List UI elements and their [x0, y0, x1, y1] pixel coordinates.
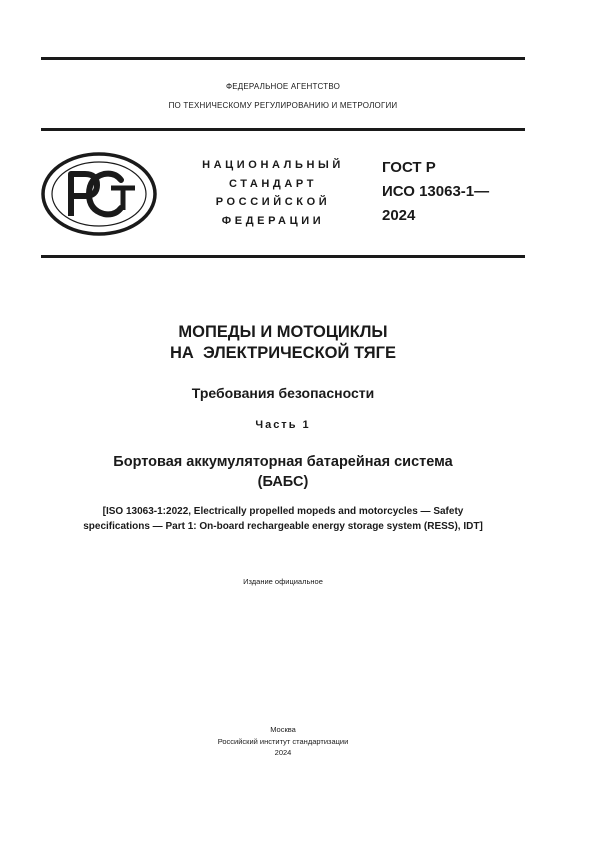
publisher-footer [41, 724, 525, 759]
iso-reference [30, 504, 536, 534]
part-title-line-2: (БАБС) [257, 474, 309, 490]
national-standard-label [188, 156, 358, 230]
national-line-1: НАЦИОНАЛЬНЫЙ [202, 159, 344, 171]
footer-year: 2024 [274, 748, 292, 757]
part-title-line-1: Бортовая аккумуляторная батарейная система [113, 454, 453, 470]
national-line-3: РОССИЙСКОЙ [215, 196, 331, 208]
footer-publisher: Российский институт стандартизации [217, 736, 349, 746]
designation-rule [41, 255, 525, 258]
gost-line-3: 2024 [382, 207, 416, 224]
footer-city: Москва [270, 725, 296, 734]
part-title [41, 452, 525, 492]
national-line-2: СТАНДАРТ [228, 177, 318, 190]
edition-label: Издание официальное [243, 577, 323, 586]
agency-line-1: ФЕДЕРАЛЬНОЕ АГЕНТСТВО [225, 82, 341, 91]
title-line-2: НА ЭЛЕКТРИЧЕСКОЙ ТЯГЕ [169, 344, 397, 362]
document-title [41, 322, 525, 364]
top-rule [41, 57, 525, 60]
rst-logo-icon [41, 152, 157, 236]
gost-line-1: ГОСТ Р [382, 159, 436, 176]
iso-reference-line-2: specifications — Part 1: On-board rechargeable energy storage system (RESS), IDT] [83, 521, 483, 532]
gost-line-2: ИСО 13063-1— [382, 183, 490, 200]
iso-reference-line-1: [ISO 13063-1:2022, Electrically propelled mopeds and motorcycles — Safety [102, 506, 464, 517]
part-number: Часть 1 [255, 419, 311, 431]
national-line-4: ФЕДЕРАЦИИ [221, 214, 325, 227]
title-line-1: МОПЕДЫ И МОТОЦИКЛЫ [178, 323, 388, 341]
agency-line-2: ПО ТЕХНИЧЕСКОМУ РЕГУЛИРОВАНИЮ И МЕТРОЛОГИИ [168, 101, 398, 110]
standard-designation [382, 156, 532, 228]
document-subtitle: Требования безопасности [191, 385, 375, 401]
header-rule [41, 128, 525, 131]
